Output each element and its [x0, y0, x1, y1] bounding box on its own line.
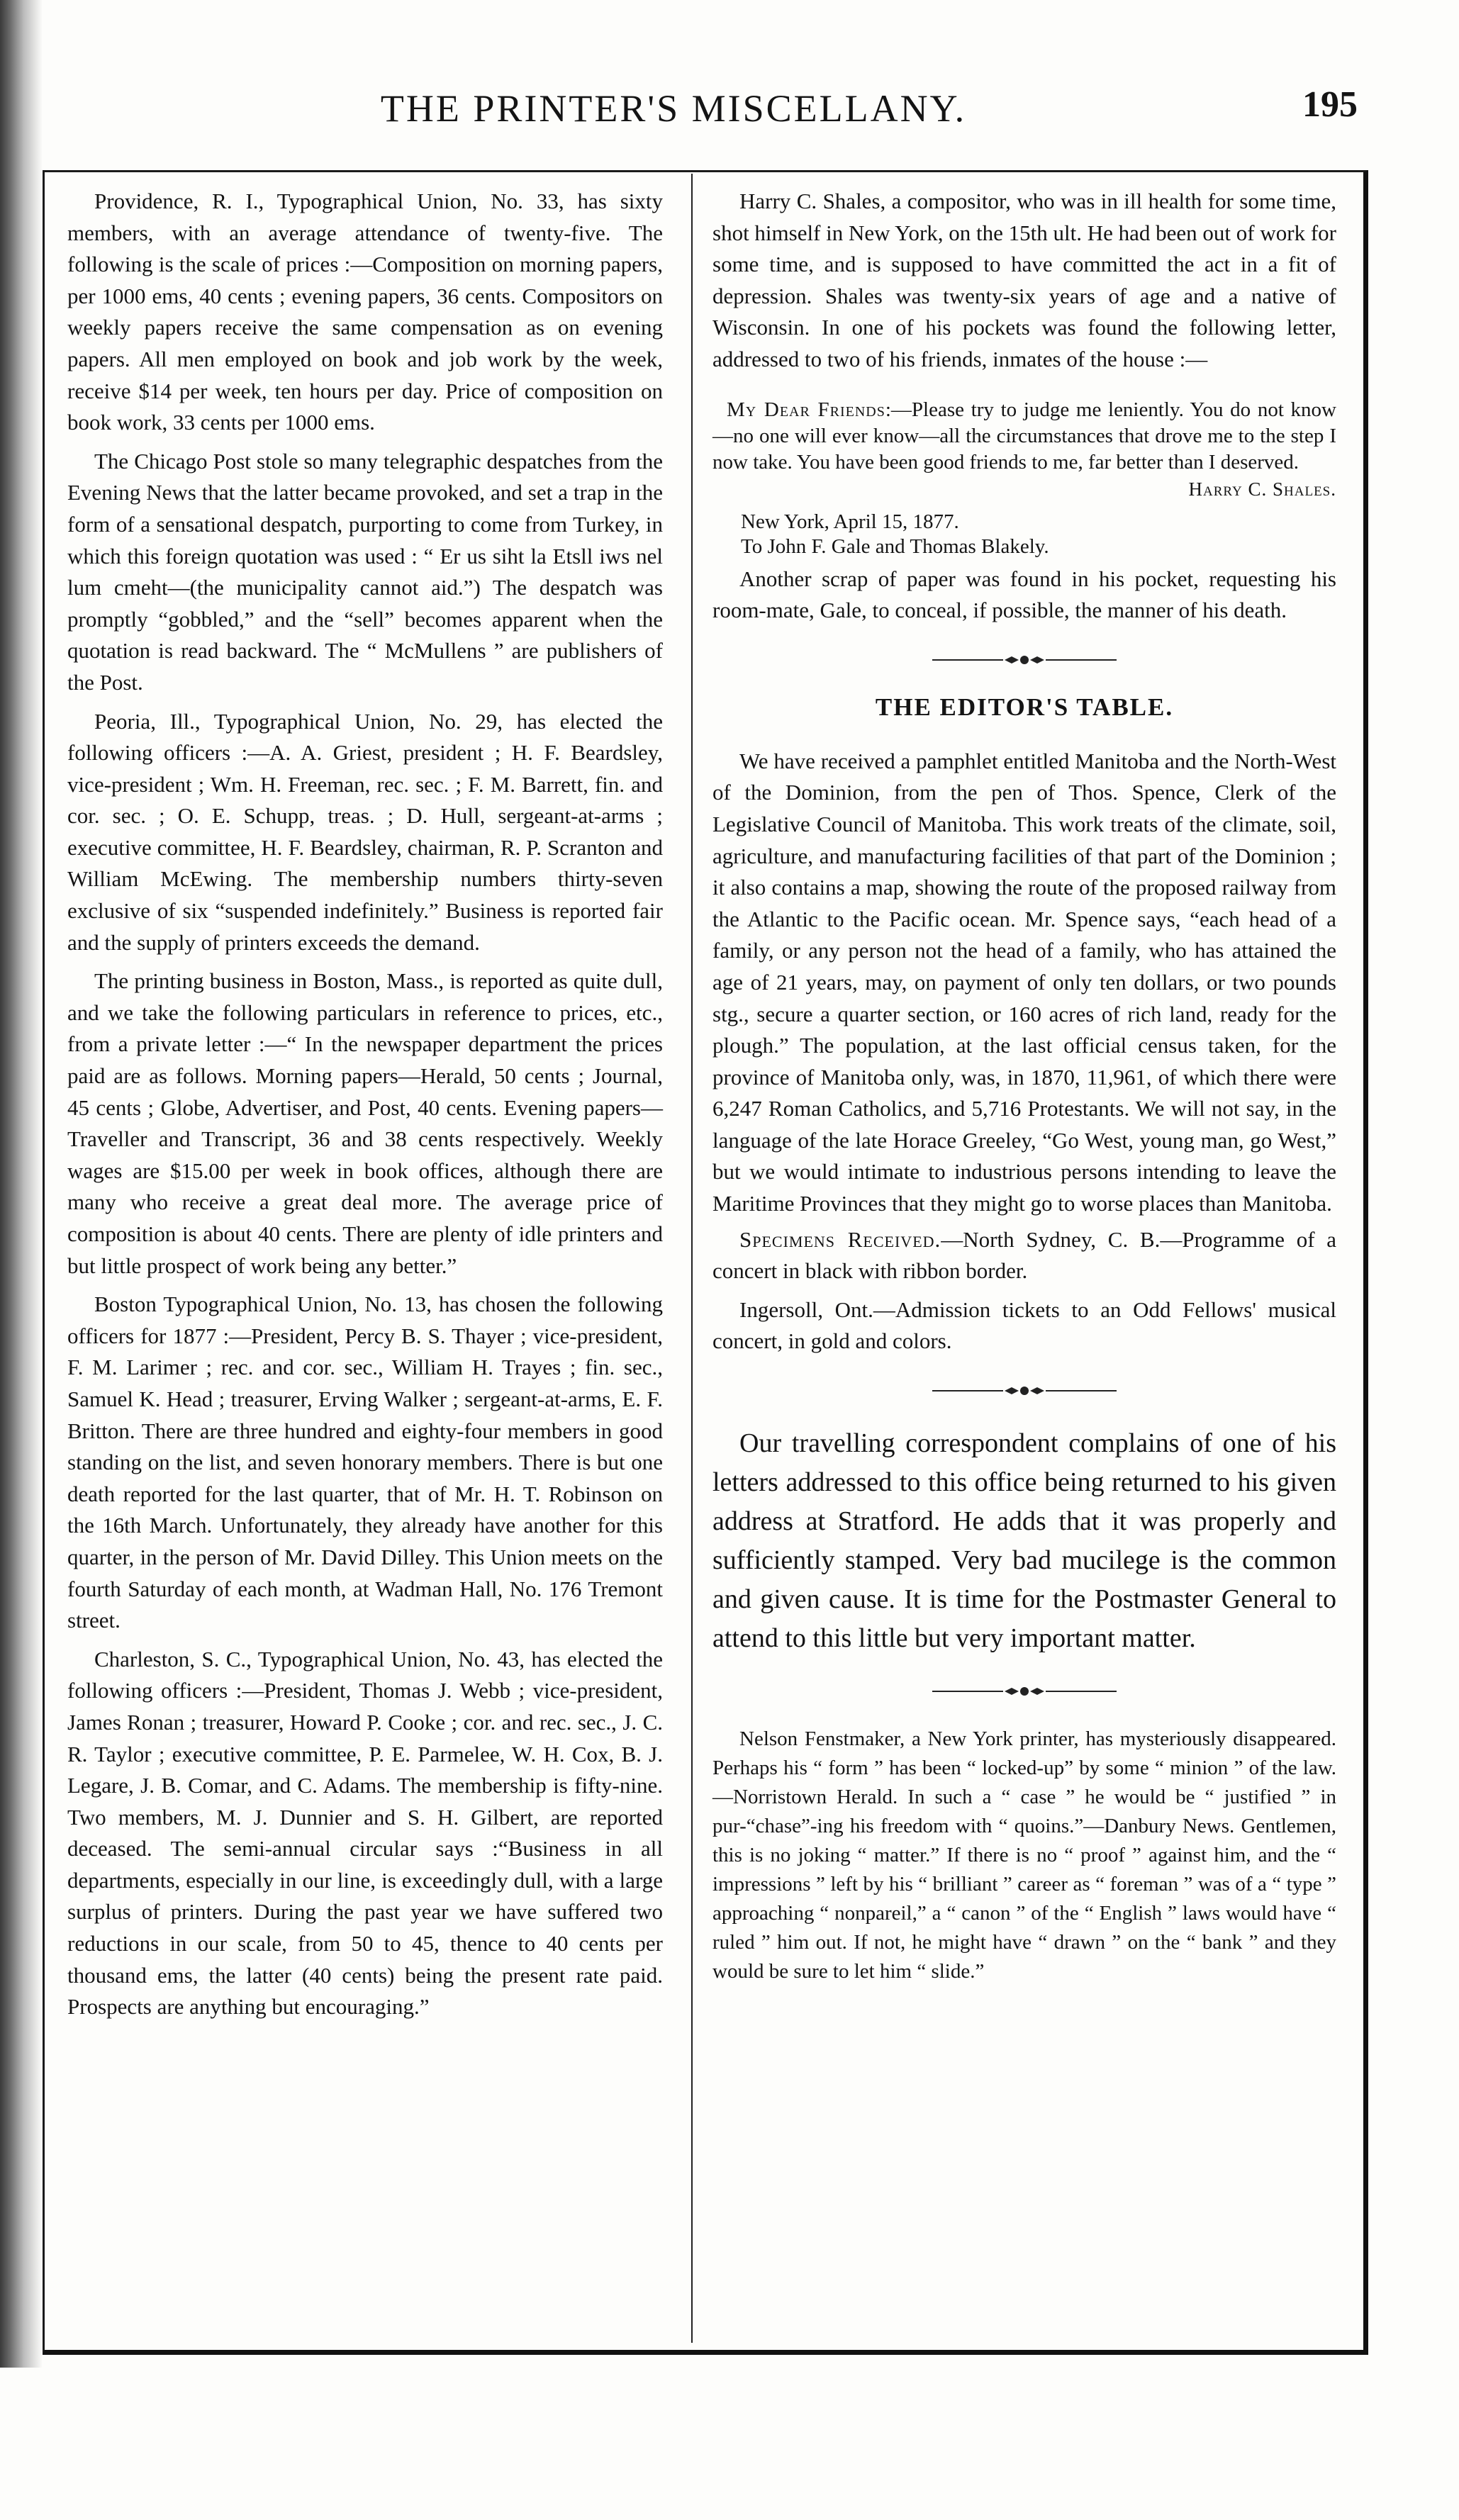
letter-dateline: New York, April 15, 1877.: [741, 510, 959, 533]
letter-signature: Harry C. Shales.: [1188, 478, 1336, 500]
article-boston-union: Boston Typographical Union, No. 13, has chosen the following officers for 1877 :—President, Percy B. S. Thayer ; vice-president, F. M. Larimer ; rec. and cor. sec., William H. Trayes ; fin. sec., Samuel K. Head ; treasurer, Erving Walker ; sergeant-at-arms, E. F. Britton. There are three hundred and eighty-four members in good standing on the list, and seven honorary members. There is but one death reported for the last quarter, that of Mr. H. T. Robinson on the 16th March. Unfortunately, they already have another for this quarter, in the person of Mr. David Dilley. This Union meets on the fourth Saturday of each month, at Wadman Hall, No. 176 Tremont street.: [67, 1292, 663, 1633]
article-chicago-post: The Chicago Post stole so many telegraphic despatches from the Evening News that the latter became provoked, and set a trap in the form of a sensational despatch, purporting to come from Turkey, in which this foreign quotation was used : “ Er us siht la Etsll iws nel lum cmeht—(the municipality cannot aid.”) The despatch was promptly “gobbled,” and the “sell” becomes apparent when the quotation is read backward. The “ McMullens ” are publishers of the Post.: [67, 448, 663, 695]
specimens-label: Specimens Received.: [739, 1226, 941, 1252]
article-shales-intro: Harry C. Shales, a compositor, who was in ill health for some time, shot himself in New York, on the 15th ult. He had been out of work for some time, and is supposed to have committed the act in a fit of depression. Shales was twenty-six years of age and a native of Wisconsin. In one of his pockets was found the following letter, addressed to two of his friends, inmates of the house :—: [712, 189, 1336, 371]
letter-salutation: My Dear Friends: [727, 398, 885, 421]
ornament-divider-icon: [932, 1682, 1117, 1701]
ornament-divider-icon: [932, 651, 1117, 669]
letter-body: :—Please try to judge me leniently. You do not know—no one will ever know—all the circumstances that drove me to the step I now take. You have been good friends to me, far better than I deserved.: [712, 398, 1336, 474]
article-travelling-correspondent: Our travelling correspondent complains of one of his letters addressed to this office being returned to his given address at Stratford. He adds that it was properly and sufficiently stamped. Very bad mucilege is the common and given cause. It is time for the Postmaster General to attend to this little but very important matter.: [712, 1428, 1336, 1654]
article-boston-business: The printing business in Boston, Mass., is reported as quite dull, and we take the following particulars in reference to prices, etc., from a private letter :—“ In the newspaper department the prices paid are as follows. Morning papers—Herald, 50 cents ; Journal, 45 cents ; Globe, Advertiser, and Post, 40 cents. Evening papers—Traveller and Transcript, 36 and 38 cents respectively. Weekly wages are $15.00 per week in book offices, although there are many who receive a great deal more. The average price of composition is about 40 cents. There are plenty of idle printers and but little prospect of work being any better.”: [67, 968, 663, 1278]
left-column: [67, 186, 663, 2023]
article-peoria-union: Peoria, Ill., Typographical Union, No. 29, has elected the following officers :—A. A. Griest, president ; H. F. Beardsley, vice-president ; Wm. H. Freeman, rec. sec. ; F. M. Barrett, fin. and cor. sec. ; O. E. Schupp, treas. ; D. Hull, sergeant-at-arms ; executive committee, H. F. Beardsley, chairman, R. P. Scranton and William McEwing. The membership numbers thirty-seven exclusive of six “suspended indefinitely.” Business is reported fair and the supply of printers exceeds the demand.: [67, 708, 663, 955]
section-heading-editors-table: THE EDITOR'S TABLE.: [875, 693, 1174, 721]
column-rule: [691, 174, 693, 2343]
letter-addressees: To John F. Gale and Thomas Blakely.: [741, 534, 1049, 558]
page-binding-shadow: [0, 0, 43, 2368]
article-specimens: [712, 1224, 1336, 1287]
running-title: THE PRINTER'S MISCELLANY.: [380, 87, 967, 130]
right-column: [712, 186, 1336, 1986]
ornament-divider-icon: [932, 1382, 1117, 1400]
page-number: 195: [1302, 84, 1358, 125]
article-fenstmaker: Nelson Fenstmaker, a New York printer, has mysteriously disappeared. Perhaps his “ form ” has been “ locked-up” by some “ minion ” of the law.—Norristown Herald. In such a “ case ” he would be “ justified ” in pur-“chase”-ing his freedom with “ quoins.”—Danbury News. Gentlemen, this is no joking “ matter.” If there is no “ proof ” against him, and the “ impressions ” left by his “ brilliant ” career as “ foreman ” was of a “ type ” approaching “ nonpareil,” a “ canon ” of the “ English ” laws would have “ ruled ” him out. If not, he might have “ drawn ” on the “ bank ” and they would be sure to let him “ slide.”: [712, 1727, 1336, 1983]
article-editors-table: We have received a pamphlet entitled Manitoba and the North-West of the Dominion, from the pen of Thos. Spence, Clerk of the Legislative Council of Manitoba. This work treats of the climate, soil, agriculture, and manufacturing facilities of that part of the Dominion ; it also contains a map, showing the route of the proposed railway from the Atlantic to the Pacific ocean. Mr. Spence says, “each head of a family, or any person not the head of a family, who has attained the age of 21 years, may, on payment of only ten dollars, or two pounds stg., secure a quarter section, or 160 acres of rich land, ready for the plough.” The population, at the last official census taken, for the province of Manitoba only, was, in 1870, 11,961, of which there were 6,247 Roman Catholics, and 5,716 Protestants. We will not say, in the language of the late Horace Greeley, “Go West, young man, go West,” but we would intimate to industrious persons intending to leave the Maritime Provinces that they might go to worse places than Manitoba.: [712, 748, 1336, 1216]
quoted-letter: [712, 397, 1336, 476]
article-shales-after: Another scrap of paper was found in his pocket, requesting his room-mate, Gale, to conceal, if possible, the manner of his death.: [712, 566, 1336, 623]
article-ingersoll: Ingersoll, Ont.—Admission tickets to an Odd Fellows' musical concert, in gold and colors.: [712, 1297, 1336, 1354]
article-providence-union: Providence, R. I., Typographical Union, No. 33, has sixty members, with an average attendance of twenty-five. The following is the scale of prices :—Composition on morning papers, per 1000 ems, 40 cents ; evening papers, 36 cents. Compositors on weekly papers receive the same compensation as on evening papers. All men employed on book and job work by the week, receive $14 per week, ten hours per day. Price of composition on book work, 33 cents per 1000 ems.: [67, 189, 663, 435]
specimens-text: —North Sydney, C. B.—Programme of a concert in black with ribbon border.: [712, 1226, 1336, 1284]
article-charleston-union: Charleston, S. C., Typographical Union, No. 43, has elected the following officers :—President, Thomas J. Webb ; vice-president, James Ronan ; treasurer, Howard P. Cooke ; cor. and rec. sec., J. C. R. Taylor ; executive committee, P. E. Parmelee, W. H. Cox, B. J. Legare, J. B. Comar, and C. Adams. The membership is fifty-nine. Two members, M. J. Dunnier and S. H. Gilbert, are reported deceased. The semi-annual circular says :“Business in all departments, especially in our line, is exceedingly dull, with a large surplus of printers. During the past year we have suffered two reductions in our scale, from 50 to 45, thence to 40 cents per thousand ems, the latter (40 cents) being the present rate paid. Prospects are anything but encouraging.”: [67, 1646, 663, 2020]
